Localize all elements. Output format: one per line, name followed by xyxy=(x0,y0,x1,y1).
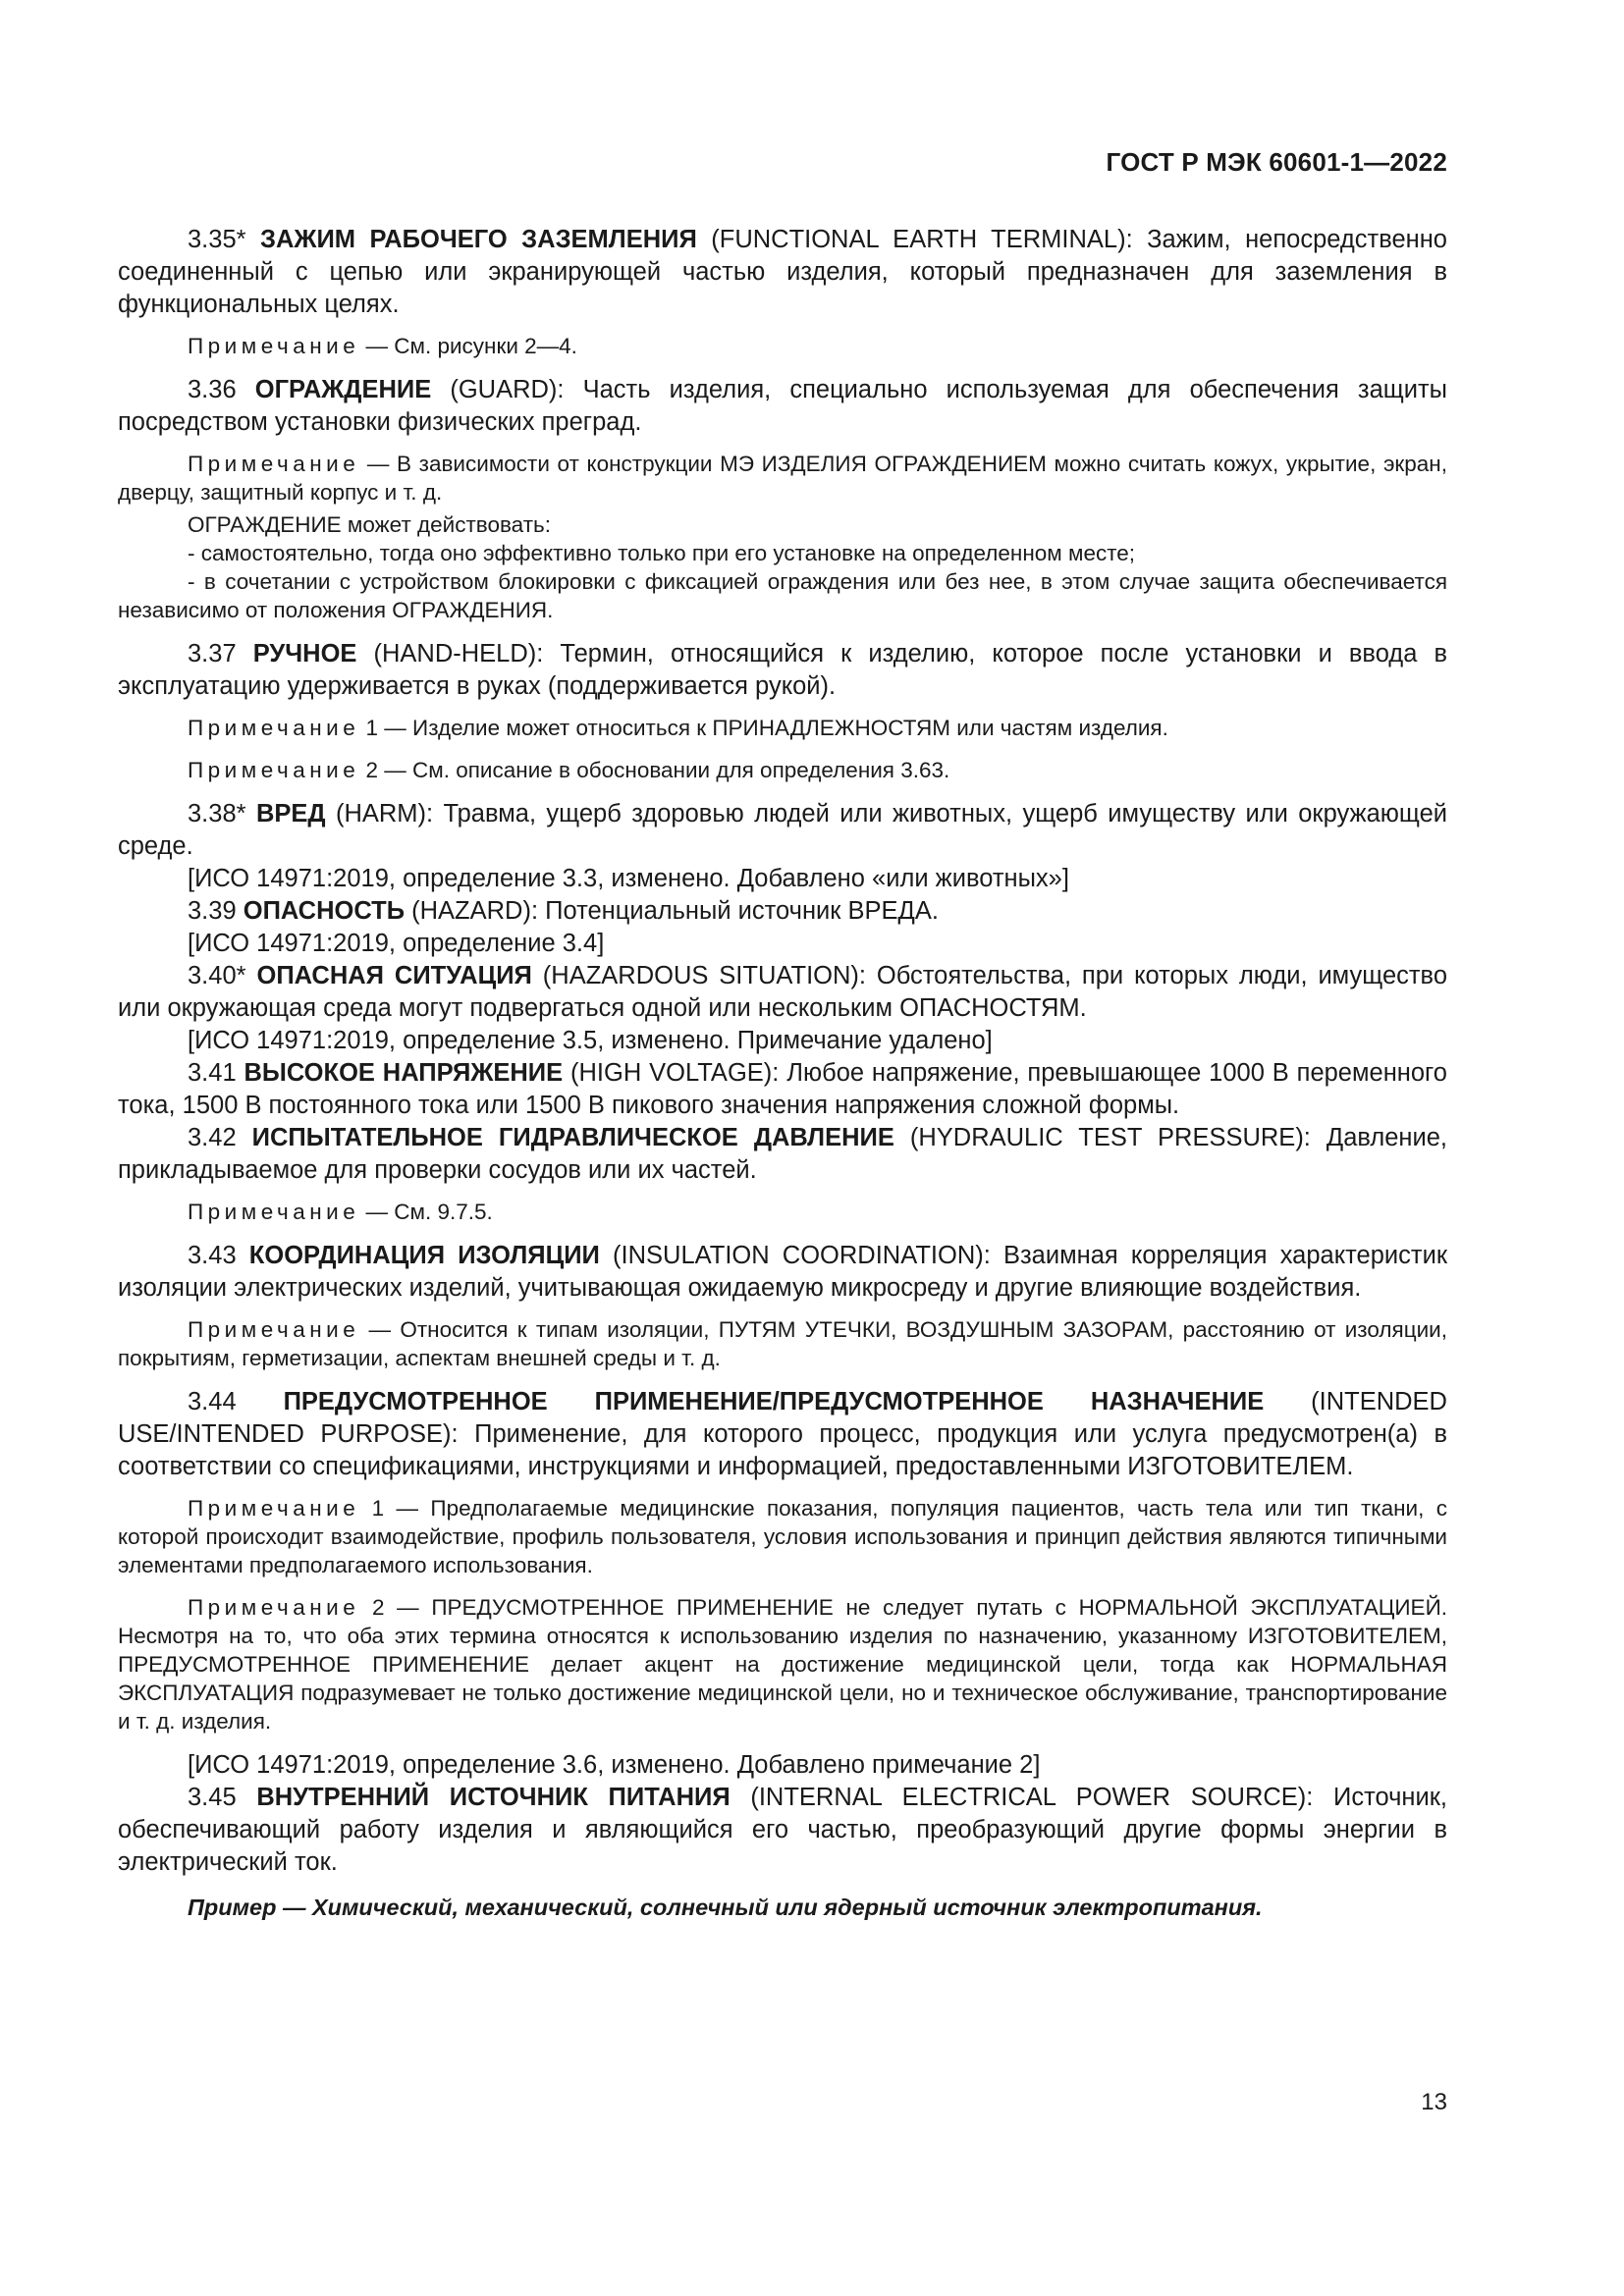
definition-number: 3.36 xyxy=(188,376,237,403)
definition-3-39 xyxy=(118,895,1447,928)
definition-3-43 xyxy=(118,1240,1447,1305)
definition-term: ВРЕД xyxy=(255,800,326,828)
note-3-44-2 xyxy=(118,1593,1447,1735)
note-3-36-line-2: ОГРАЖДЕНИЕ может действовать: xyxy=(188,512,551,537)
definition-number: 3.40* xyxy=(188,962,246,989)
note-text: 1 — Изделие может относиться к ПРИНАДЛЕЖНОСТЯМ или частям изделия. xyxy=(365,716,1168,740)
page-number: 13 xyxy=(1421,2089,1447,2115)
note-label: Примечание xyxy=(188,1200,360,1224)
definition-term: КООРДИНАЦИЯ ИЗОЛЯЦИИ xyxy=(248,1242,600,1269)
note-text: 2 — ПРЕДУСМОТРЕННОЕ ПРИМЕНЕНИЕ не следует путать с НОРМАЛЬНОЙ ЭКСПЛУАТАЦИЕЙ. Несмотря на то, что оба этих термина относятся к использованию изделия по назначению, указанному ИЗГОТОВИТЕЛЕМ, ПРЕДУСМОТРЕННОЕ ПРИМЕНЕНИЕ делает акцент на достижение медицинской цели, тогда как НОРМАЛЬНАЯ ЭКСПЛУАТАЦИЯ подразумевает не только достижение медицинской цели, но и техническое обслуживание, транспортирование и т. д. изделия. xyxy=(118,1595,1447,1734)
definition-text: (HARM): Травма, ущерб здоровью людей или животных, ущерб имуществу или окружающей среде. xyxy=(118,800,1447,860)
definition-text: (INTERNAL ELECTRICAL POWER SOURCE): Источник, обеспечивающий работу изделия и являющийся его частью, преобразующий другие формы энергии в электрический ток. xyxy=(118,1784,1448,1876)
page-content xyxy=(118,224,1447,1923)
note-3-36-line-3: - самостоятельно, тогда оно эффективно только при его установке на определенном месте; xyxy=(188,541,1136,565)
definition-text: (FUNCTIONAL EARTH TERMINAL): Зажим, непосредственно соединенный с цепью или экранирующей частью изделия, который предназначен для заземления в функциональных целях. xyxy=(118,226,1447,318)
definition-3-37 xyxy=(118,638,1447,703)
definition-number: 3.45 xyxy=(188,1784,237,1811)
definition-text: (HAZARD): Потенциальный источник ВРЕДА. xyxy=(411,897,939,925)
note-text: — Относится к типам изоляции, ПУТЯМ УТЕЧКИ, ВОЗДУШНЫМ ЗАЗОРАМ, расстоянию от изоляции, покрытиям, герметизации, аспектам внешней среды и т. д. xyxy=(118,1317,1447,1370)
definition-text: (HIGH VOLTAGE): Любое напряжение, превышающее 1000 В переменного тока, 1500 В постоянного тока или 1500 В пикового значения напряжения сложной формы. xyxy=(118,1059,1447,1119)
note-text: 2 — См. описание в обосновании для определения 3.63. xyxy=(365,758,950,782)
note-label: Примечание xyxy=(188,452,360,476)
definition-number: 3.35* xyxy=(188,226,246,253)
definition-number: 3.43 xyxy=(188,1242,237,1269)
note-3-44-1 xyxy=(118,1494,1447,1579)
note-3-36 xyxy=(118,450,1447,507)
standard-header: ГОСТ Р МЭК 60601-1—2022 xyxy=(1106,147,1447,177)
note-label: Примечание xyxy=(188,1595,360,1620)
note-text: — В зависимости от конструкции МЭ ИЗДЕЛИЯ ОГРАЖДЕНИЕМ можно считать кожух, укрытие, экран, дверцу, защитный корпус и т. д. xyxy=(118,452,1447,505)
definition-term: ПРЕДУСМОТРЕННОЕ ПРИМЕНЕНИЕ/ПРЕДУСМОТРЕННОЕ НАЗНАЧЕНИЕ xyxy=(283,1388,1265,1415)
definition-term: РУЧНОЕ xyxy=(252,640,357,667)
definition-3-40 xyxy=(118,960,1447,1025)
definition-text: (GUARD): Часть изделия, специально используемая для обеспечения защиты посредством установки физических преград. xyxy=(118,376,1447,436)
definition-number: 3.41 xyxy=(188,1059,237,1087)
definition-3-41 xyxy=(118,1057,1447,1122)
reference-3-38: [ИСО 14971:2019, определение 3.3, изменено. Добавлено «или животных»] xyxy=(188,865,1069,892)
note-text: 1 — Предполагаемые медицинские показания, популяция пациентов, часть тела или тип ткани, с которой происходит взаимодействие, профиль пользователя, условия использования и принцип действия являются типичными элементами предполагаемого использования. xyxy=(118,1496,1447,1577)
note-label: Примечание xyxy=(188,716,360,740)
reference-3-44: [ИСО 14971:2019, определение 3.6, изменено. Добавлено примечание 2] xyxy=(188,1751,1041,1779)
definition-3-36 xyxy=(118,374,1447,439)
note-label: Примечание xyxy=(188,334,360,358)
definition-3-45 xyxy=(118,1782,1447,1879)
definition-number: 3.38* xyxy=(188,800,246,828)
definition-text: (HAND-HELD): Термин, относящийся к изделию, которое после установки и ввода в эксплуатацию удерживается в руках (поддерживается рукой). xyxy=(118,640,1447,700)
definition-number: 3.39 xyxy=(188,897,237,925)
note-3-37-2 xyxy=(118,756,1447,784)
definition-text: (INTENDED USE/INTENDED PURPOSE): Применение, для которого процесс, продукция или услуга предусмотрен(а) в соответствии со спецификациями, инструкциями и информацией, предоставленными ИЗГОТОВИТЕЛЕМ. xyxy=(118,1388,1447,1480)
note-3-43 xyxy=(118,1315,1447,1372)
note-3-36-line-4: - в сочетании с устройством блокировки с фиксацией ограждения или без нее, в этом случае защита обеспечивается независимо от положения ОГРАЖДЕНИЯ. xyxy=(118,569,1447,622)
note-3-35 xyxy=(118,332,1447,360)
example-3-45: Пример — Химический, механический, солнечный или ядерный источник электропитания. xyxy=(188,1895,1263,1920)
definition-3-35 xyxy=(118,224,1447,321)
note-3-42 xyxy=(118,1198,1447,1226)
definition-text: (INSULATION COORDINATION): Взаимная корреляция характеристик изоляции электрических изделий, учитывающая ожидаемую микросреду и другие влияющие воздействия. xyxy=(118,1242,1447,1302)
note-label: Примечание xyxy=(188,1496,360,1521)
definition-text: (HYDRAULIC TEST PRESSURE): Давление, прикладываемое для проверки сосудов или их частей. xyxy=(118,1124,1447,1184)
note-3-37-1 xyxy=(118,714,1447,742)
reference-3-40: [ИСО 14971:2019, определение 3.5, изменено. Примечание удалено] xyxy=(188,1027,993,1054)
definition-3-42 xyxy=(118,1122,1447,1187)
reference-3-39: [ИСО 14971:2019, определение 3.4] xyxy=(188,930,605,957)
definition-term: ВЫСОКОЕ НАПРЯЖЕНИЕ xyxy=(244,1059,564,1087)
definition-term: ИСПЫТАТЕЛЬНОЕ ГИДРАВЛИЧЕСКОЕ ДАВЛЕНИЕ xyxy=(251,1124,894,1151)
definition-term: ВНУТРЕННИЙ ИСТОЧНИК ПИТАНИЯ xyxy=(256,1784,731,1811)
definition-number: 3.37 xyxy=(188,640,237,667)
definition-3-44 xyxy=(118,1386,1447,1483)
note-text: — См. рисунки 2—4. xyxy=(365,334,577,358)
definition-3-38 xyxy=(118,798,1447,863)
definition-number: 3.42 xyxy=(188,1124,237,1151)
note-text: — См. 9.7.5. xyxy=(365,1200,493,1224)
definition-text: (HAZARDOUS SITUATION): Обстоятельства, при которых люди, имущество или окружающая среда могут подвергаться одной или нескольким ОПАСНОСТЯМ. xyxy=(118,962,1447,1022)
definition-term: ОПАСНАЯ СИТУАЦИЯ xyxy=(256,962,532,989)
definition-term: ЗАЖИМ РАБОЧЕГО ЗАЗЕМЛЕНИЯ xyxy=(260,226,697,253)
definition-term: ОГРАЖДЕНИЕ xyxy=(254,376,432,403)
note-label: Примечание xyxy=(188,1317,360,1342)
note-label: Примечание xyxy=(188,758,360,782)
definition-number: 3.44 xyxy=(188,1388,237,1415)
definition-term: ОПАСНОСТЬ xyxy=(243,897,406,925)
